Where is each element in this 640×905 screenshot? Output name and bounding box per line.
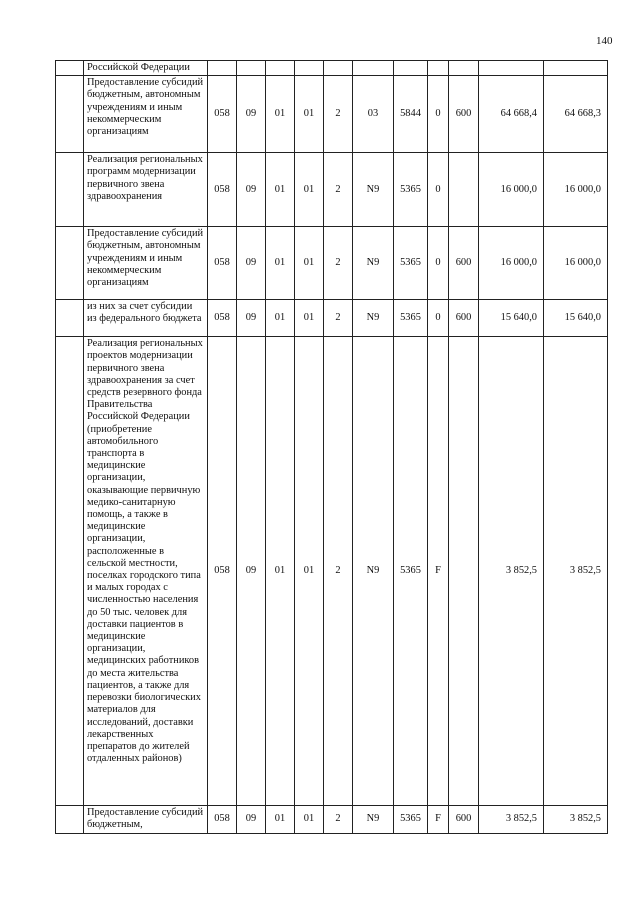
- code-cell: 2: [324, 153, 353, 227]
- code-cell: 09: [237, 806, 266, 833]
- amount-cell: 15 640,0: [544, 300, 608, 337]
- code-cell: 09: [237, 227, 266, 300]
- code-cell: 0: [428, 153, 449, 227]
- code-cell: 09: [237, 76, 266, 153]
- code-cell: 2: [324, 300, 353, 337]
- blank-cell: [56, 61, 84, 76]
- blank-cell: [56, 300, 84, 337]
- row-name-cell: Предоставление субсидий бюджетным, автономным учреждениям и иным некоммерческим организациям: [84, 227, 208, 300]
- code-cell: [295, 61, 324, 76]
- amount-cell: 3 852,5: [544, 806, 608, 833]
- code-cell: 01: [266, 806, 295, 833]
- code-cell: N9: [353, 300, 394, 337]
- page-number: 140: [596, 35, 613, 47]
- code-cell: 058: [208, 337, 237, 806]
- code-cell: 01: [295, 153, 324, 227]
- code-cell: [266, 61, 295, 76]
- row-name-cell: Российской Федерации: [84, 61, 208, 76]
- code-cell: 01: [295, 300, 324, 337]
- code-cell: 0: [428, 300, 449, 337]
- code-cell: 5365: [394, 153, 428, 227]
- budget-table: [55, 60, 608, 834]
- code-cell: 01: [295, 806, 324, 833]
- code-cell: 01: [295, 337, 324, 806]
- row-name-cell: из них за счет субсидии из федерального бюджета: [84, 300, 208, 337]
- code-cell: 03: [353, 76, 394, 153]
- code-cell: 5365: [394, 337, 428, 806]
- code-cell: [237, 61, 266, 76]
- code-cell: F: [428, 806, 449, 833]
- blank-cell: [56, 76, 84, 153]
- code-cell: N9: [353, 227, 394, 300]
- code-cell: 058: [208, 227, 237, 300]
- amount-cell: 16 000,0: [479, 227, 544, 300]
- code-cell: 09: [237, 153, 266, 227]
- amount-cell: 3 852,5: [479, 337, 544, 806]
- amount-cell: 16 000,0: [479, 153, 544, 227]
- code-cell: 058: [208, 76, 237, 153]
- table-row: [56, 153, 608, 227]
- code-cell: N9: [353, 806, 394, 833]
- code-cell: N9: [353, 337, 394, 806]
- table-row: [56, 337, 608, 806]
- amount-cell: [544, 61, 608, 76]
- table-row: [56, 76, 608, 153]
- code-cell: [449, 61, 479, 76]
- code-cell: 058: [208, 153, 237, 227]
- code-cell: [428, 61, 449, 76]
- blank-cell: [56, 806, 84, 833]
- code-cell: 2: [324, 806, 353, 833]
- code-cell: 058: [208, 806, 237, 833]
- code-cell: 2: [324, 227, 353, 300]
- amount-cell: 3 852,5: [544, 337, 608, 806]
- row-name-cell: Предоставление субсидий бюджетным,: [84, 806, 208, 833]
- amount-cell: 64 668,4: [479, 76, 544, 153]
- table-row: [56, 806, 608, 833]
- row-name-cell: Реализация региональных проектов модернизации первичного звена здравоохранения за счет средств резервного фонда Правительства Российской Федерации (приобретение автомобильного транспорта в медицинские организации, оказывающие первичную медико-санитарную помощь, а также в медицинские организации, расположенные в сельской местности, поселках городского типа и малых городах с численностью населения до 50 тыс. человек для доставки пациентов в медицинские организации, медицинских работников до места жительства пациентов, а также для перевозки биологических материалов для исследований, доставки лекарственных препаратов до жителей отдаленных районов): [84, 337, 208, 806]
- amount-cell: 15 640,0: [479, 300, 544, 337]
- code-cell: 058: [208, 300, 237, 337]
- code-cell: [449, 337, 479, 806]
- code-cell: 5365: [394, 227, 428, 300]
- code-cell: 2: [324, 76, 353, 153]
- code-cell: [353, 61, 394, 76]
- code-cell: 5365: [394, 806, 428, 833]
- code-cell: 09: [237, 337, 266, 806]
- code-cell: 5844: [394, 76, 428, 153]
- code-cell: 01: [295, 227, 324, 300]
- blank-cell: [56, 337, 84, 806]
- code-cell: 01: [266, 153, 295, 227]
- code-cell: 01: [266, 337, 295, 806]
- code-cell: 600: [449, 76, 479, 153]
- table-row: [56, 61, 608, 76]
- row-name-cell: Реализация региональных программ модернизации первичного звена здравоохранения: [84, 153, 208, 227]
- amount-cell: 16 000,0: [544, 153, 608, 227]
- code-cell: 600: [449, 806, 479, 833]
- row-name-cell: Предоставление субсидий бюджетным, автономным учреждениям и иным некоммерческим организациям: [84, 76, 208, 153]
- amount-cell: [479, 61, 544, 76]
- code-cell: 0: [428, 76, 449, 153]
- code-cell: 01: [266, 300, 295, 337]
- code-cell: 600: [449, 300, 479, 337]
- code-cell: [449, 153, 479, 227]
- code-cell: [324, 61, 353, 76]
- amount-cell: 16 000,0: [544, 227, 608, 300]
- code-cell: N9: [353, 153, 394, 227]
- code-cell: 01: [295, 76, 324, 153]
- code-cell: 2: [324, 337, 353, 806]
- code-cell: 01: [266, 227, 295, 300]
- table-row: [56, 300, 608, 337]
- code-cell: 0: [428, 227, 449, 300]
- code-cell: 5365: [394, 300, 428, 337]
- blank-cell: [56, 227, 84, 300]
- code-cell: F: [428, 337, 449, 806]
- amount-cell: 64 668,3: [544, 76, 608, 153]
- code-cell: [394, 61, 428, 76]
- code-cell: [208, 61, 237, 76]
- code-cell: 09: [237, 300, 266, 337]
- table-row: [56, 227, 608, 300]
- amount-cell: 3 852,5: [479, 806, 544, 833]
- code-cell: 600: [449, 227, 479, 300]
- code-cell: 01: [266, 76, 295, 153]
- blank-cell: [56, 153, 84, 227]
